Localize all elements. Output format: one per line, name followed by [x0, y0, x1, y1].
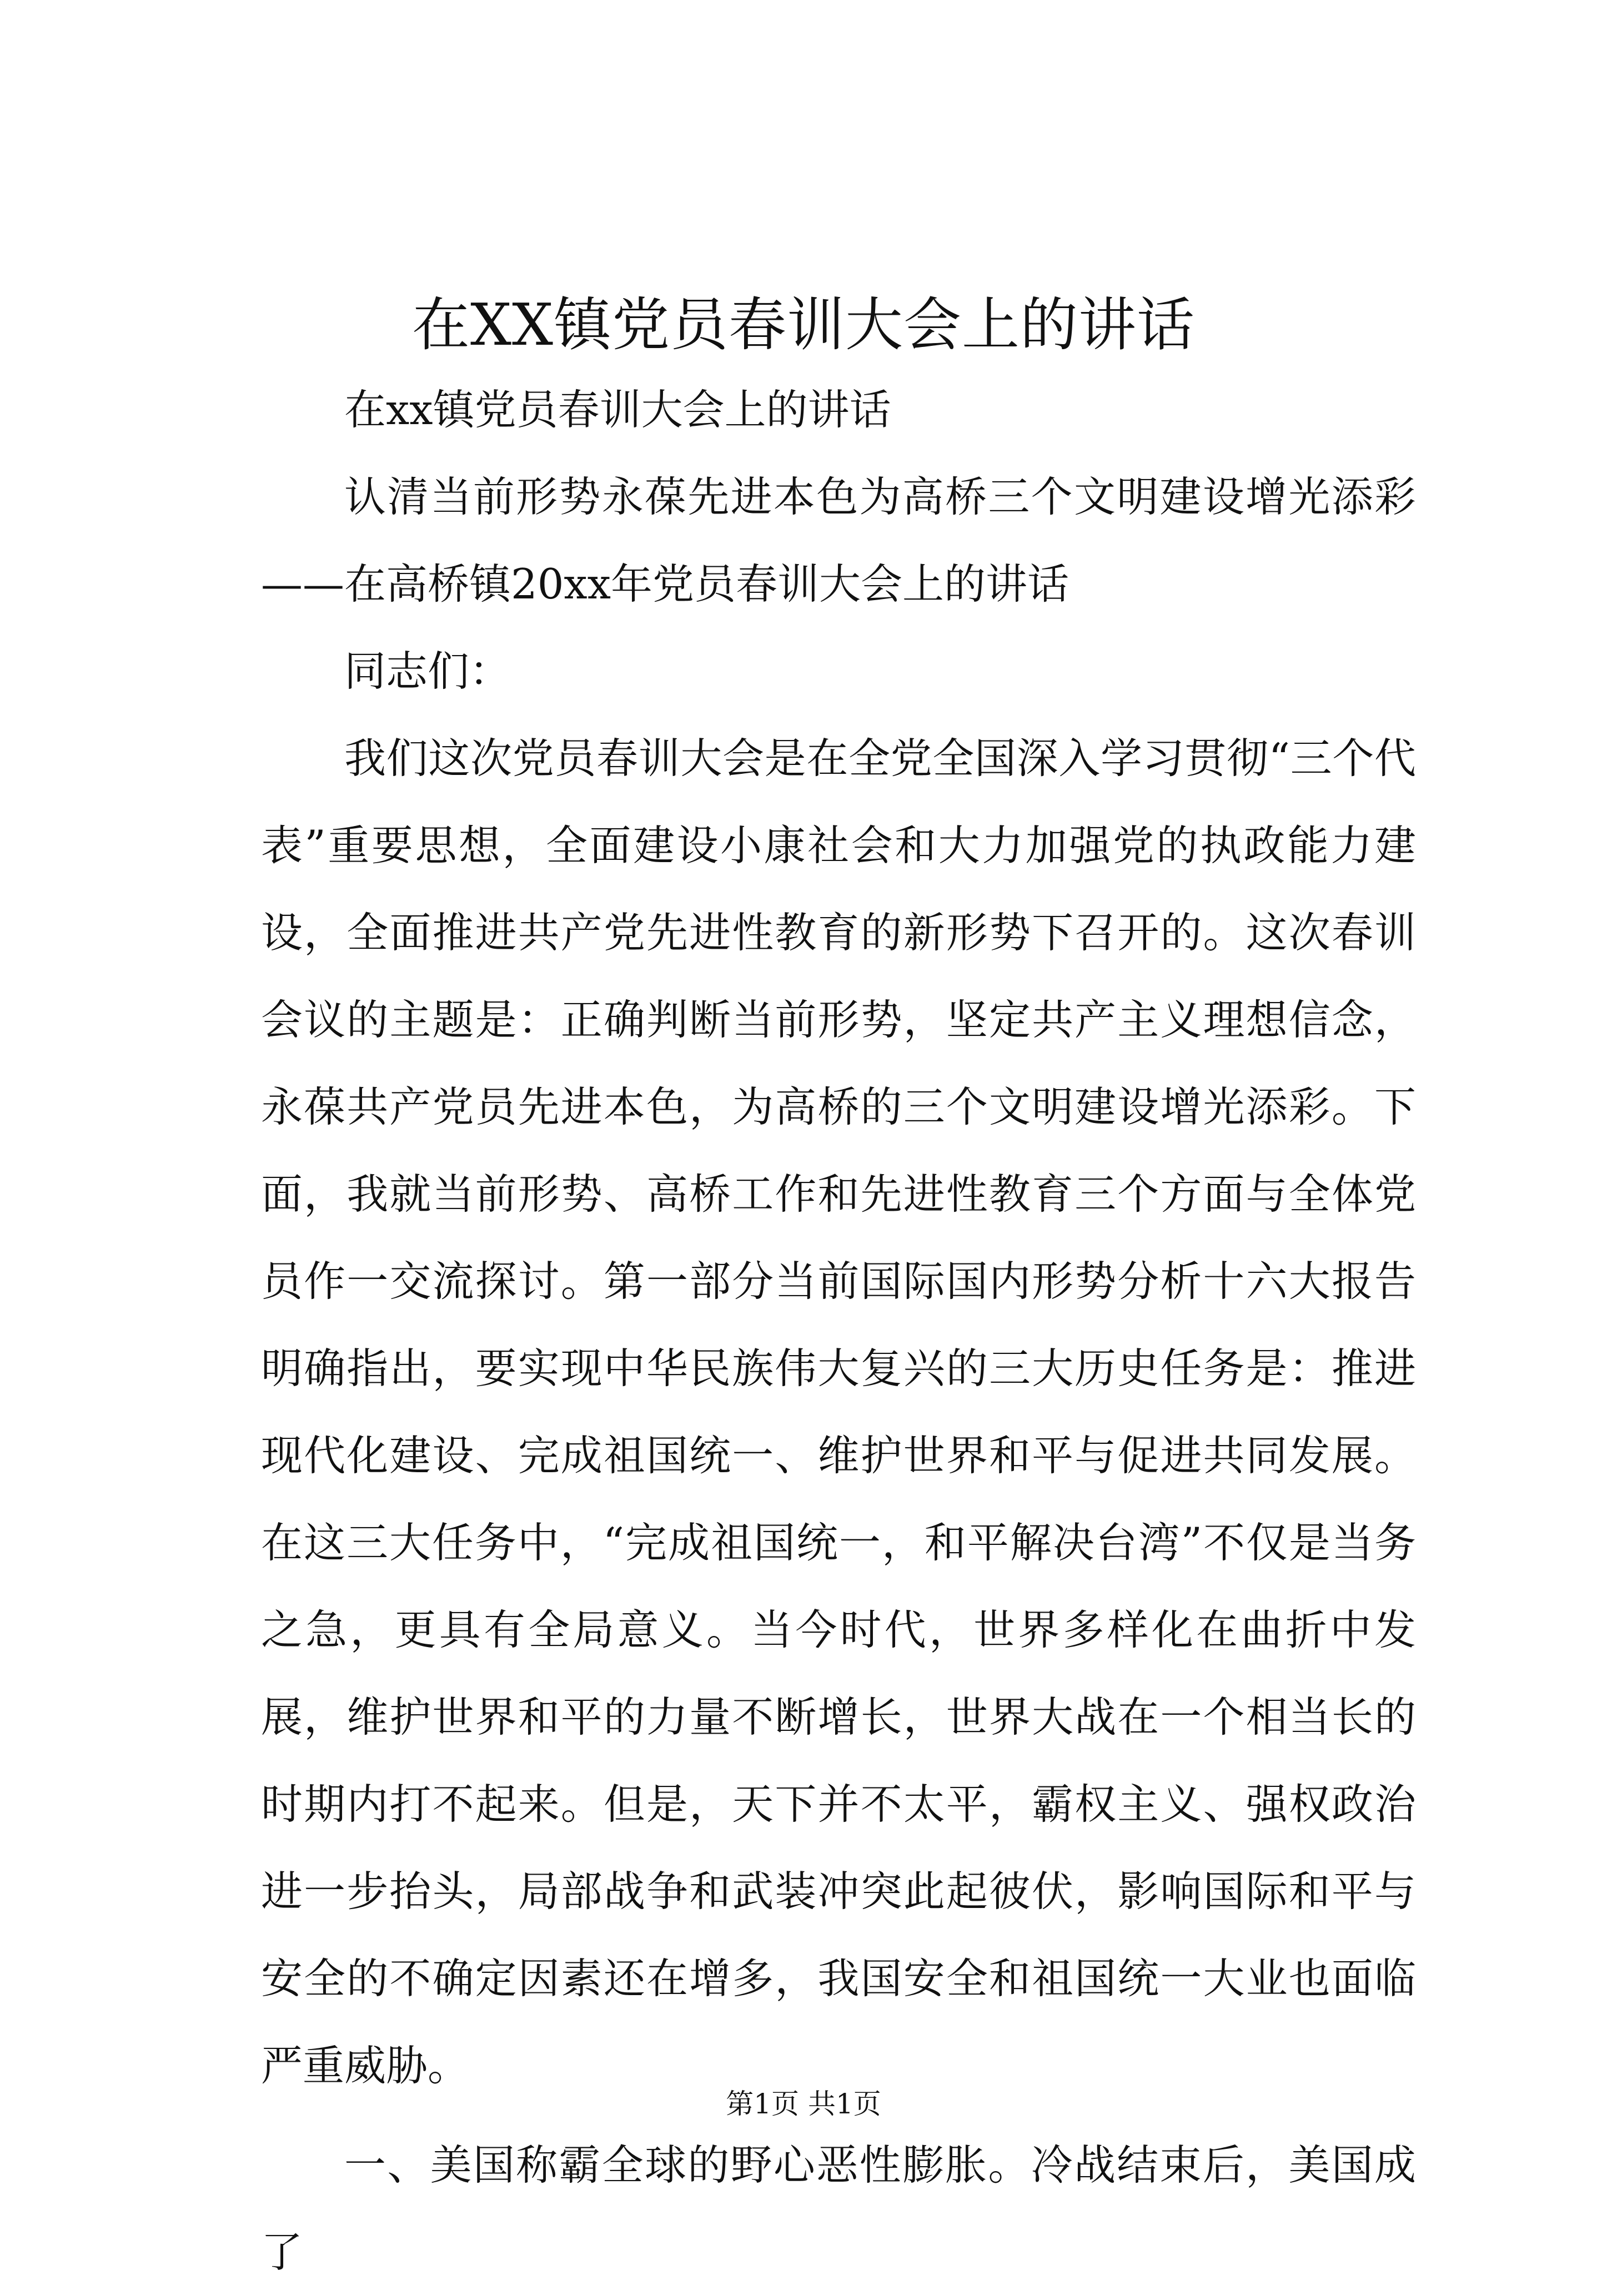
paragraph-subtitle: 在xx镇党员春训大会上的讲话	[344, 385, 891, 434]
paragraph-salutation: 同志们：	[344, 647, 511, 696]
document-title: 在XX镇党员春训大会上的讲话	[411, 291, 1196, 359]
paragraph-theme-heading: 认清当前形势永葆先进本色为高桥三个文明建设增光添彩——在高桥镇20xx年党员春训大会上的讲话	[261, 472, 1416, 608]
document-body	[261, 366, 1416, 2296]
page-footer: 第1页 共1页	[726, 2088, 881, 2120]
paragraph-section-one: 一、美国称霸全球的野心恶性膨胀。冷战结束后，美国成了	[261, 2141, 1416, 2277]
paragraph-body-main: 我们这次党员春训大会是在全党全国深入学习贯彻“三个代表”重要思想，全面建设小康社会和大力加强党的执政能力建设，全面推进共产党先进性教育的新形势下召开的。这次春训会议的主题是：正确判断当前形势，坚定共产主义理想信念，永葆共产党员先进本色，为高桥的三个文明建设增光添彩。下面，我就当前形势、高桥工作和先进性教育三个方面与全体党员作一交流探讨。第一部分当前国际国内形势分析十六大报告明确指出，要实现中华民族伟大复兴的三大历史任务是：推进现代化建设、完成祖国统一、维护世界和平与促进共同发展。在这三大任务中，“完成祖国统一，和平解决台湾”不仅是当务之急，更具有全局意义。当今时代，世界多样化在曲折中发展，维护世界和平的力量不断增长，世界大战在一个相当长的时期内打不起来。但是，天下并不太平，霸权主义、强权政治进一步抬头，局部战争和武装冲突此起彼伏，影响国际和平与安全的不确定因素还在增多，我国安全和祖国统一大业也面临严重威胁。	[261, 734, 1416, 2090]
